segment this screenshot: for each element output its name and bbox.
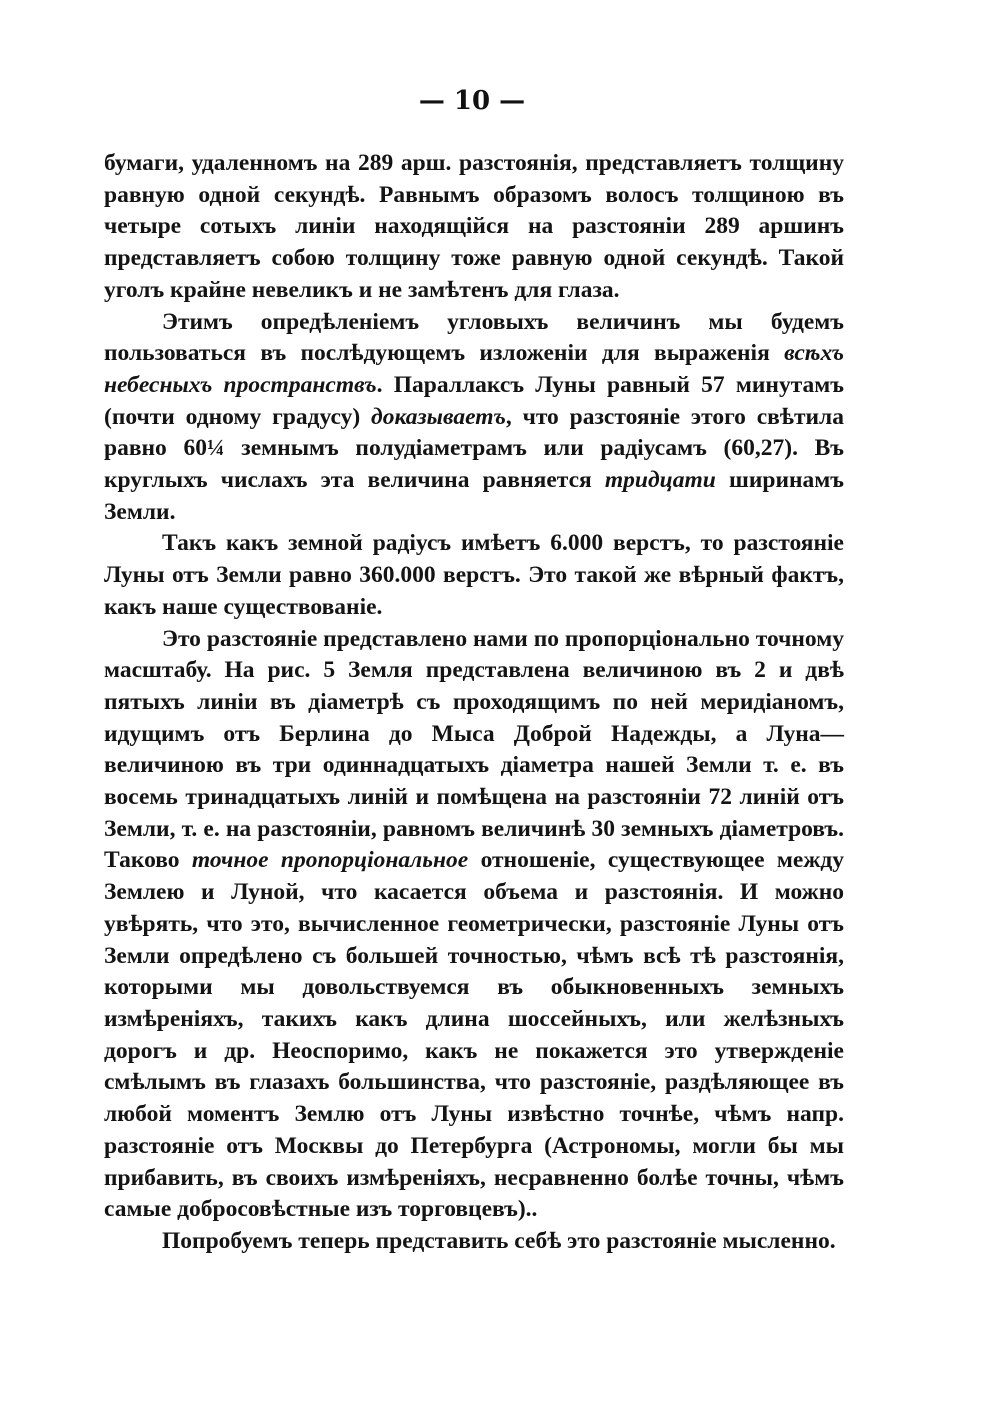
paragraph-1 xyxy=(104,148,844,307)
emphasis-text: доказываетъ xyxy=(371,403,506,430)
paragraph-4-text: отношеніе, существующее между Землею и Луной, что касается объема и разстоянія. И можно увѣрять, что это, вычисленное геометрически, разстояніе Луны отъ Земли опредѣлено съ большей точностью, чѣмъ всѣ тѣ разстоянія, которыми мы довольствуемся въ обыкновенныхъ земныхъ измѣреніяхъ, такихъ какъ длина шоссейныхъ, или желѣзныхъ дорогъ и др. Неоспоримо, какъ не покажется это утвержденіе смѣлымъ въ глазахъ большинства, что разстояніе, раздѣляющее въ любой моментъ Землю отъ Луны извѣстно точнѣе, чѣмъ напр. разстояніе отъ Москвы до Петербурга (Астрономы, могли бы мы прибавить, въ своихъ измѣреніяхъ, несравненно болѣе точны, чѣмъ самые добросовѣстные изъ торговцевъ).. xyxy=(104,847,844,1223)
paragraph-4 xyxy=(104,624,844,1226)
page-number: — 10 — xyxy=(418,86,526,116)
emphasis-text: тридцати xyxy=(604,467,716,494)
paragraph-4-text: Это разстояніе представлено нами по пропорціонально точному масштабу. На рис. 5 Земля представлена величиною въ 2 и двѣ пятыхъ линіи въ діаметрѣ съ проходящимъ по ней меридіаномъ, идущимъ отъ Берлина до Мыса Доброй Надежды, а Луна—величиною въ три одиннадцатыхъ діаметра нашей Земли т. е. въ восемь тринадцатыхъ линій и помѣщена на разстояніи 72 линій отъ Земли, т. е. на разстояніи, равномъ величинѣ 30 земныхъ діаметровъ. Таково xyxy=(104,625,844,874)
paragraph-3 xyxy=(104,528,844,623)
paragraph-1-text: бумаги, удаленномъ на 289 арш. разстоянія, представляетъ толщину равную одной секундѣ. Равнымъ образомъ волосъ толщиною въ четыре сотыхъ линіи находящійся на разстояніи 289 аршинъ представляетъ собою толщину тоже равную одной секундѣ. Такой уголъ крайне невеликъ и не замѣтенъ для глаза. xyxy=(104,150,844,303)
paragraph-5-text: Попробуемъ теперь представить себѣ это разстояніе мысленно. xyxy=(162,1227,836,1254)
paragraph-2-text: Этимъ опредѣленіемъ угловыхъ величинъ мы будемъ пользоваться въ послѣдующемъ изложеніи для выраженія xyxy=(104,308,844,367)
emphasis-text: всѣхъ небесныхъ пространствъ xyxy=(104,340,844,398)
body-text xyxy=(104,148,844,1258)
paragraph-2-text: , что разстояніе этого свѣтила равно 60¼ земнымъ полудіаметрамъ или радіусамъ (60,27). Въ круглыхъ числахъ эта величина равняется xyxy=(104,403,844,494)
emphasis-text: точное пропорціональное xyxy=(191,847,469,874)
paragraph-2 xyxy=(104,307,844,529)
paragraph-2-text: . Параллаксъ Луны равный 57 минутамъ (почти одному градусу) xyxy=(104,371,845,430)
paragraph-5 xyxy=(104,1226,844,1258)
paragraph-2-text: ширинамъ Земли. xyxy=(104,467,844,525)
paragraph-3-text: Такъ какъ земной радіусъ имѣетъ 6.000 верстъ, то разстояніе Луны отъ Земли равно 360.000 верстъ. Это такой же вѣрный фактъ, какъ наше существованіе. xyxy=(104,530,844,620)
